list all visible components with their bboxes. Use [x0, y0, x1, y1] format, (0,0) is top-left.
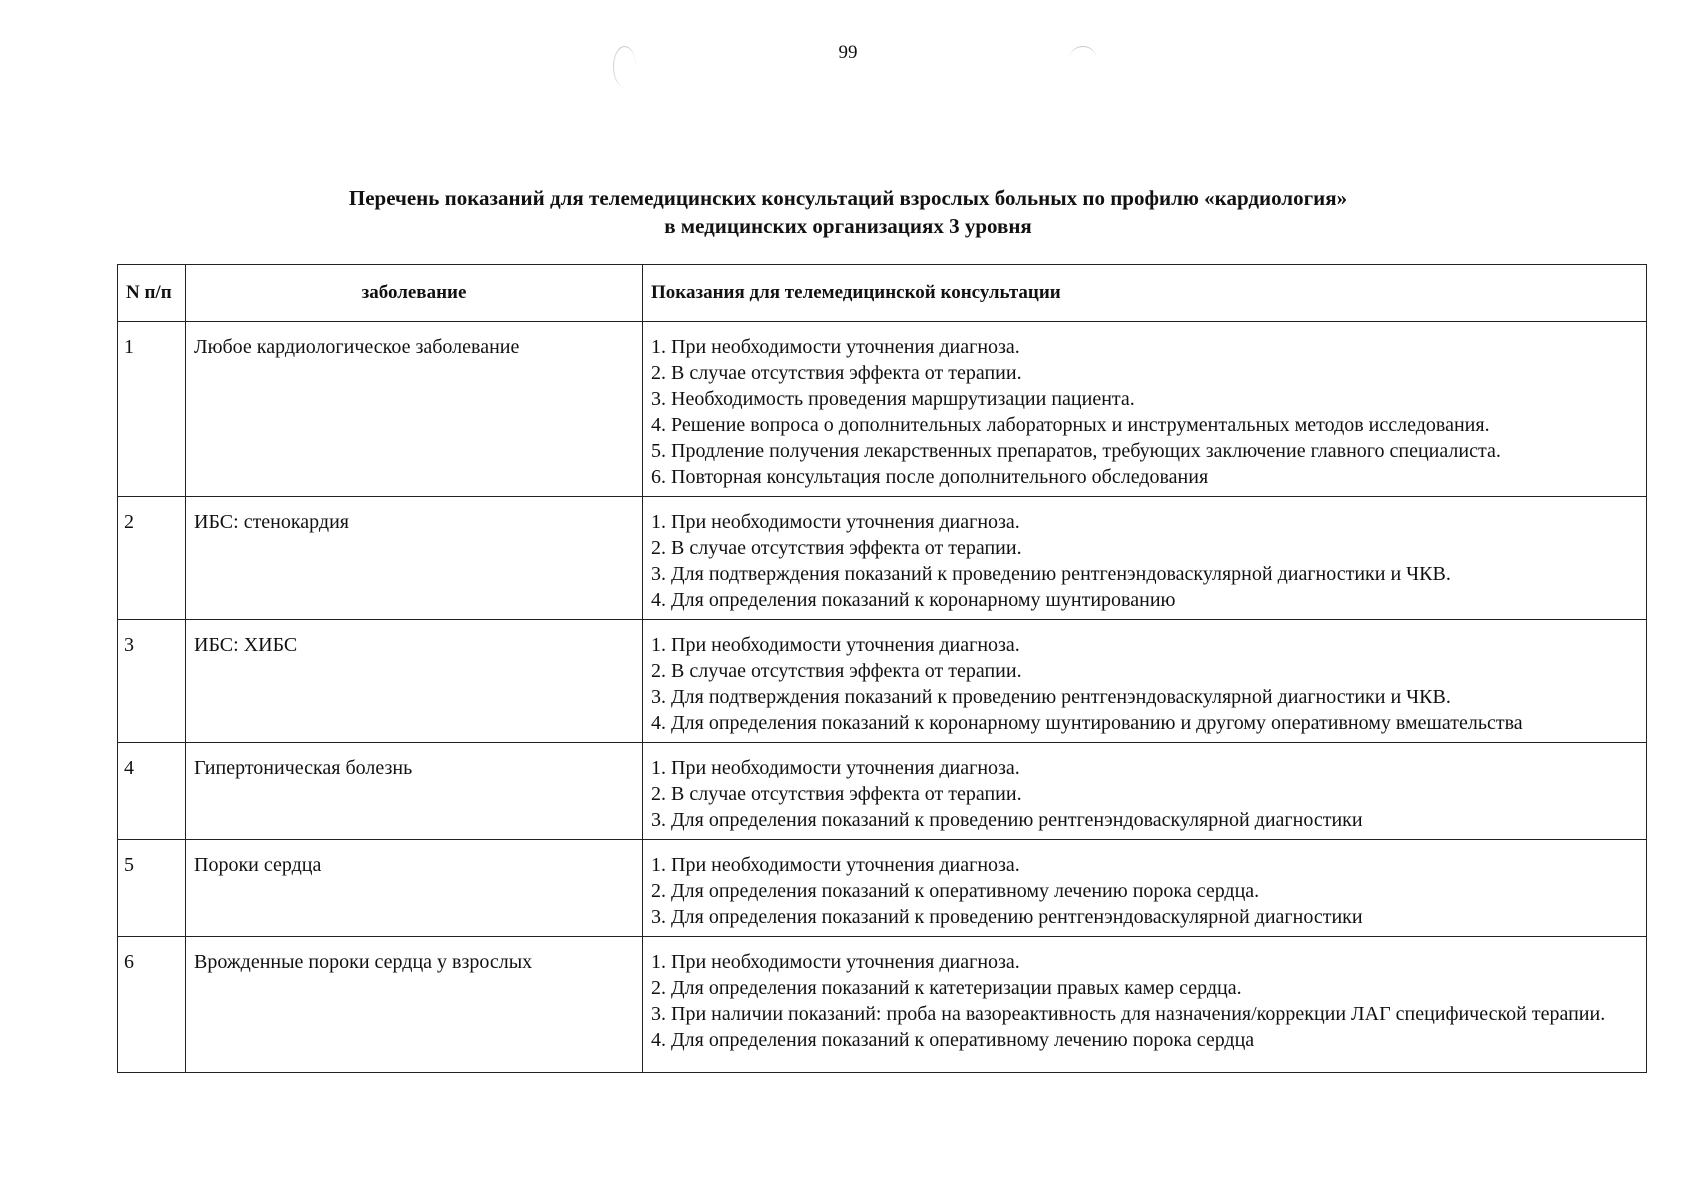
- indication-item: 3. Для определения показаний к проведению рентгенэндоваскулярной диагностики: [651, 809, 1363, 831]
- indication-item: 1. При необходимости уточнения диагноза.: [651, 951, 1020, 973]
- indication-item: 1. При необходимости уточнения диагноза.: [651, 336, 1020, 358]
- indication-item: 5. Продление получения лекарственных препаратов, требующих заключение главного специалиста.: [651, 440, 1501, 462]
- row-number: 4: [118, 743, 186, 840]
- indication-item: 4. Решение вопроса о дополнительных лабораторных и инструментальных методов исследования.: [651, 414, 1490, 436]
- indication-item: 2. В случае отсутствия эффекта от терапии.: [651, 783, 1022, 805]
- title-line-1: Перечень показаний для телемедицинских консультаций взрослых больных по профилю «кардиология»: [348, 186, 1348, 210]
- disease-cell: Врожденные пороки сердца у взрослых: [186, 937, 643, 1073]
- table-row: [118, 620, 1647, 743]
- row-number: 1: [118, 322, 186, 497]
- header-indications: Показания для телемедицинской консультации: [643, 265, 1647, 322]
- scan-artifact: [613, 46, 636, 87]
- indication-item: 3. Для определения показаний к проведению рентгенэндоваскулярной диагностики: [651, 906, 1363, 928]
- table-header-row: [118, 265, 1647, 322]
- indication-item: 2. Для определения показаний к катетеризации правых камер сердца.: [651, 977, 1242, 999]
- table-row: [118, 840, 1647, 937]
- indication-item: 1. При необходимости уточнения диагноза.: [651, 634, 1020, 656]
- indication-item: 1. При необходимости уточнения диагноза.: [651, 511, 1020, 533]
- disease-cell: Любое кардиологическое заболевание: [186, 322, 643, 497]
- row-number: 3: [118, 620, 186, 743]
- indications-table: [117, 264, 1647, 1073]
- header-num: N п/п: [118, 265, 186, 322]
- disease-cell: Пороки сердца: [186, 840, 643, 937]
- table-row: [118, 322, 1647, 497]
- indications-cell: [643, 840, 1647, 937]
- document-title: [0, 184, 1696, 240]
- indication-item: 2. В случае отсутствия эффекта от терапии.: [651, 537, 1022, 559]
- indications-cell: [643, 937, 1647, 1073]
- table-row: [118, 743, 1647, 840]
- indications-cell: [643, 322, 1647, 497]
- scan-artifact: [1070, 46, 1096, 69]
- indications-cell: [643, 620, 1647, 743]
- indication-item: 2. Для определения показаний к оперативному лечению порока сердца.: [651, 880, 1260, 902]
- indication-item: 2. В случае отсутствия эффекта от терапии.: [651, 362, 1022, 384]
- disease-cell: ИБС: ХИБС: [186, 620, 643, 743]
- indication-item: 1. При необходимости уточнения диагноза.: [651, 854, 1020, 876]
- title-line-2: в медицинских организациях 3 уровня: [664, 214, 1032, 238]
- indications-cell: [643, 743, 1647, 840]
- indication-item: 6. Повторная консультация после дополнительного обследования: [651, 466, 1209, 488]
- row-number: 2: [118, 497, 186, 620]
- disease-cell: Гипертоническая болезнь: [186, 743, 643, 840]
- indication-item: 3. При наличии показаний: проба на вазореактивность для назначения/коррекции ЛАГ специфической терапии.: [651, 1003, 1606, 1025]
- row-number: 6: [118, 937, 186, 1073]
- header-disease: заболевание: [186, 265, 643, 322]
- indication-item: 4. Для определения показаний к оперативному лечению порока сердца: [651, 1029, 1255, 1051]
- indication-item: 3. Для подтверждения показаний к проведению рентгенэндоваскулярной диагностики и ЧКВ.: [651, 686, 1451, 708]
- disease-cell: ИБС: стенокардия: [186, 497, 643, 620]
- indication-item: 4. Для определения показаний к коронарному шунтированию: [651, 589, 1176, 611]
- indication-item: 1. При необходимости уточнения диагноза.: [651, 757, 1020, 779]
- indication-item: 3. Необходимость проведения маршрутизации пациента.: [651, 388, 1135, 410]
- indication-item: 2. В случае отсутствия эффекта от терапии.: [651, 660, 1022, 682]
- indications-cell: [643, 497, 1647, 620]
- row-number: 5: [118, 840, 186, 937]
- table-row: [118, 937, 1647, 1073]
- indication-item: 4. Для определения показаний к коронарному шунтированию и другому оперативному вмешательства: [651, 712, 1523, 734]
- table-body: [118, 322, 1647, 1073]
- indication-item: 3. Для подтверждения показаний к проведению рентгенэндоваскулярной диагностики и ЧКВ.: [651, 563, 1451, 585]
- table-row: [118, 497, 1647, 620]
- page-number: 99: [838, 42, 858, 63]
